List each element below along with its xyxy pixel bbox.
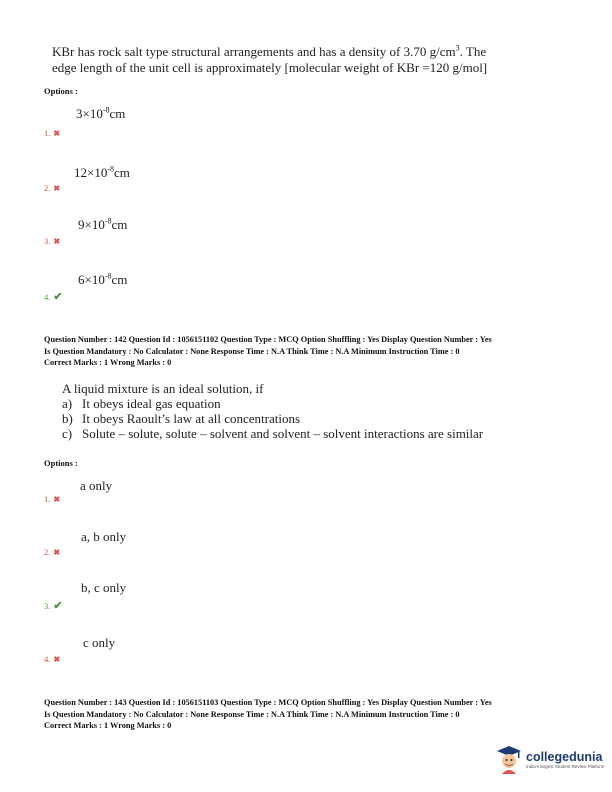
q141-option-1-number[interactable]: 1. ✖ <box>44 128 61 138</box>
cross-icon: ✖ <box>53 654 61 664</box>
q142-meta-line3: Correct Marks : 1 Wrong Marks : 0 <box>44 358 172 367</box>
q141-options-label: Options : <box>44 86 78 96</box>
q142-option-4-value: c only <box>83 635 116 650</box>
q142-option-3-number[interactable]: 3. ✔ <box>44 600 63 612</box>
q141-stem-sup: 3 <box>455 43 460 53</box>
cross-icon: ✖ <box>53 128 61 138</box>
q142-meta-line1: Question Number : 142 Question Id : 1056151102 Question Type : MCQ Option Shuffling : Yes Display Question Number : Yes <box>44 335 492 344</box>
q141-option-2-number[interactable]: 2. ✖ <box>44 183 61 193</box>
q142-option-3-value: b, c only <box>81 580 127 595</box>
q142-sub-item-a: a) It obeys ideal gas equation <box>62 396 221 411</box>
q142-stem-text: A liquid mixture is an ideal solution, if <box>62 381 264 396</box>
q141-option-1-value: $3\times 10^{-8}cm$ <box>76 105 126 121</box>
q143-meta-line1: Question Number : 143 Question Id : 1056151103 Question Type : MCQ Option Shuffling : Yes Display Question Number : Yes <box>44 698 492 707</box>
logo-text-block <box>526 751 604 770</box>
q143-meta-line3: Correct Marks : 1 Wrong Marks : 0 <box>44 721 172 730</box>
q141-option-3-value: $9\times 10^{-8}cm$ <box>78 216 128 232</box>
cross-icon: ✖ <box>53 494 61 504</box>
cross-icon: ✖ <box>53 547 61 557</box>
q142-sub-item-c: c) Solute – solute, solute – solvent and solvent – solvent interactions are similar <box>62 426 484 441</box>
q142-meta <box>44 334 584 369</box>
q141-stem-line2: edge length of the unit cell is approximately [molecular weight of KBr =120 g/mol] <box>52 60 488 75</box>
q142-option-2-number[interactable]: 2. ✖ <box>44 547 61 557</box>
q141-stem-text: KBr has rock salt type structural arrangements and has a density of 3.70 g/cm <box>52 44 456 59</box>
graduate-mascot-icon <box>496 744 522 776</box>
q142-option-1-value: a only <box>80 478 113 493</box>
check-icon: ✔ <box>53 600 63 612</box>
cross-icon: ✖ <box>53 183 61 193</box>
q142-option-4-number[interactable]: 4. ✖ <box>44 654 61 664</box>
q141-stem-line1 <box>52 44 572 60</box>
q141-stem-post: . The <box>459 44 487 59</box>
q142-meta-line2: Is Question Mandatory : No Calculator : None Response Time : N.A Think Time : N.A Minimum Instruction Time : 0 <box>44 346 460 356</box>
collegedunia-logo[interactable] <box>496 744 604 776</box>
q141-option-3-number[interactable]: 3. ✖ <box>44 236 61 246</box>
q142-option-2-value: a, b only <box>81 529 127 544</box>
q143-meta <box>44 697 584 732</box>
q142-sub-item-b: b) It obeys Raoult’s law at all concentrations <box>62 411 301 426</box>
q141-option-4-number[interactable]: 4. ✔ <box>44 291 63 303</box>
cross-icon: ✖ <box>53 236 61 246</box>
logo-name: collegedunia <box>526 749 603 764</box>
q141-option-4-value: $6\times 10^{-8}cm$ <box>78 271 128 287</box>
check-icon: ✔ <box>53 291 63 303</box>
q142-stem <box>62 381 582 441</box>
q142-option-1-number[interactable]: 1. ✖ <box>44 494 61 504</box>
logo-tagline: India's largest Student Review Platform <box>526 763 605 769</box>
q143-meta-line2: Is Question Mandatory : No Calculator : None Response Time : N.A Think Time : N.A Minimum Instruction Time : 0 <box>44 709 460 719</box>
q141-option-2-value: $12\times 10^{-8}cm$ <box>74 164 130 180</box>
q142-options-label: Options : <box>44 458 78 468</box>
